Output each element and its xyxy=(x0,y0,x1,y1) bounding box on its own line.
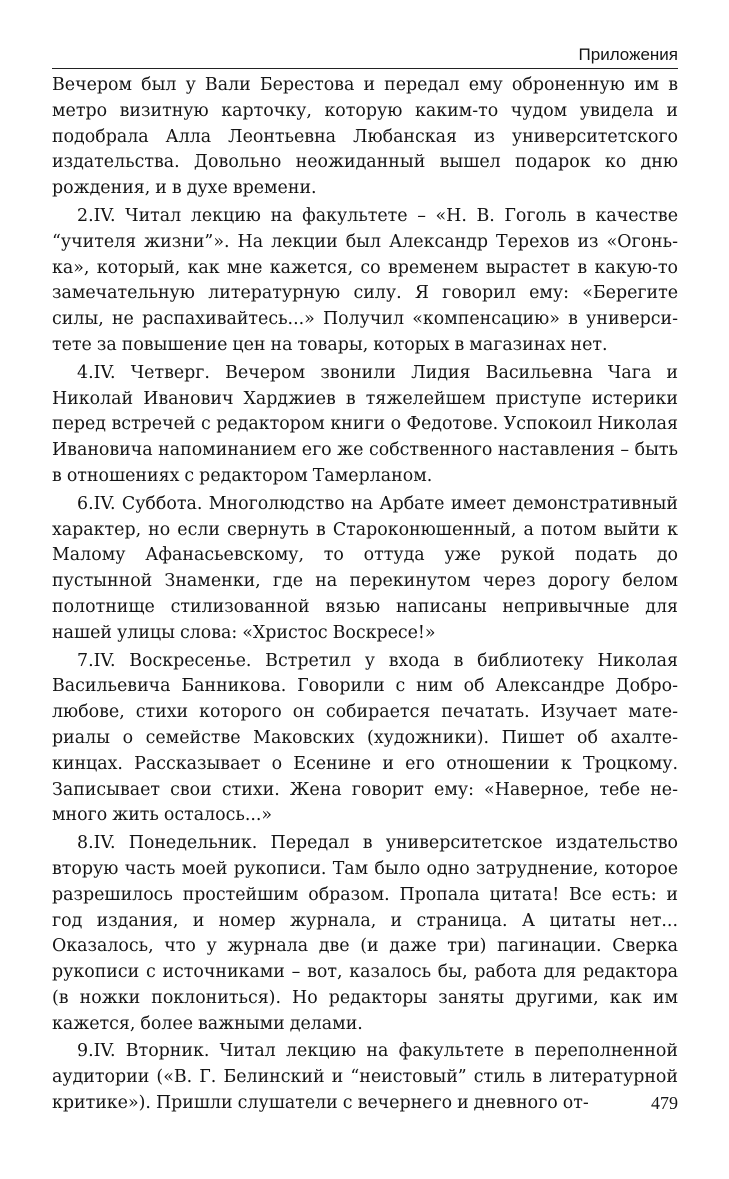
diary-entry-9-april: 9.IV. Вторник. Читал лекцию на факультете в переполненной аудитории («В. Г. Белинский и “неистовый” стиль в литературной критике»). Пришли слушатели с вечернего и дневного от- xyxy=(52,1041,678,1114)
diary-entry-6-april: 6.IV. Суббота. Многолюдство на Арбате имеет демонстративный характер, но если свернуть в Староконюшенный, а потом выйти к Малому Афанасьевскому, то оттуда уже рукой подать до пустынной Знаменки, где на перекинутом через дорогу белом полотнище стилизованной вязью написаны непривычные для нашей улицы слова: «Христос Воскресе!» xyxy=(52,493,678,643)
running-header xyxy=(52,44,678,69)
diary-entry-7-april: 7.IV. Воскресенье. Встретил у входа в библиотеку Николая Васильевича Банникова. Говорили с ним об Александре Добролюбове, стихи которого он собирается печатать. Изучает материалы о семействе Маковских (художники). Пишет об ахалтекинцах. Рассказывает о Есенине и его отношении к Троцкому. Записывает свои стихи. Жена говорит ему: «Наверное, тебе немного жить осталось...» xyxy=(52,650,678,826)
page-number: 479 xyxy=(651,1093,678,1113)
paragraph-continuation: Вечером был у Вали Берестова и передал ему оброненную им в метро визитную карточку, которую каким-то чудом увидела и подобрала Алла Леонтьевна Любанская из университетского издательства. Довольно неожиданный вышел подарок ко дню рождения, и в духе времени. xyxy=(52,75,678,199)
body-text xyxy=(52,73,678,1117)
diary-entry-2-april: 2.IV. Читал лекцию на факультете – «Н. В. Гоголь в качестве “учителя жизни”». На лекции был Александр Терехов из «Огонька», который, как мне кажется, со временем вырастет в какую-то замечательную литературную силу. Я говорил ему: «Берегите силы, не распахивайтесь...» Получил «компенсацию» в университете за повышение цен на товары, которых в магазинах нет. xyxy=(52,205,678,355)
diary-entry-8-april: 8.IV. Понедельник. Передал в университетское издательство вторую часть моей рукописи. Там было одно затруднение, которое разрешилось простейшим образом. Пропала цитата! Все есть: и год издания, и номер журнала, и страница. А цитаты нет... Оказалось, что у журнала две (и даже три) пагинации. Сверка рукописи с источниками – вот, казалось бы, работа для редактора (в ножки поклониться). Но редакторы заняты другими, как им кажется, более важными делами. xyxy=(52,833,678,1034)
section-title: Приложения xyxy=(578,45,678,64)
book-page xyxy=(52,44,678,1117)
diary-entry-4-april: 4.IV. Четверг. Вечером звонили Лидия Васильевна Чага и Николай Иванович Харджиев в тяжелейшем приступе истерики перед встречей с редактором книги о Федотове. Успокоил Николая Ивановича напоминанием его же собственного наставления – быть в отношениях с редактором Тамерланом. xyxy=(52,362,678,486)
